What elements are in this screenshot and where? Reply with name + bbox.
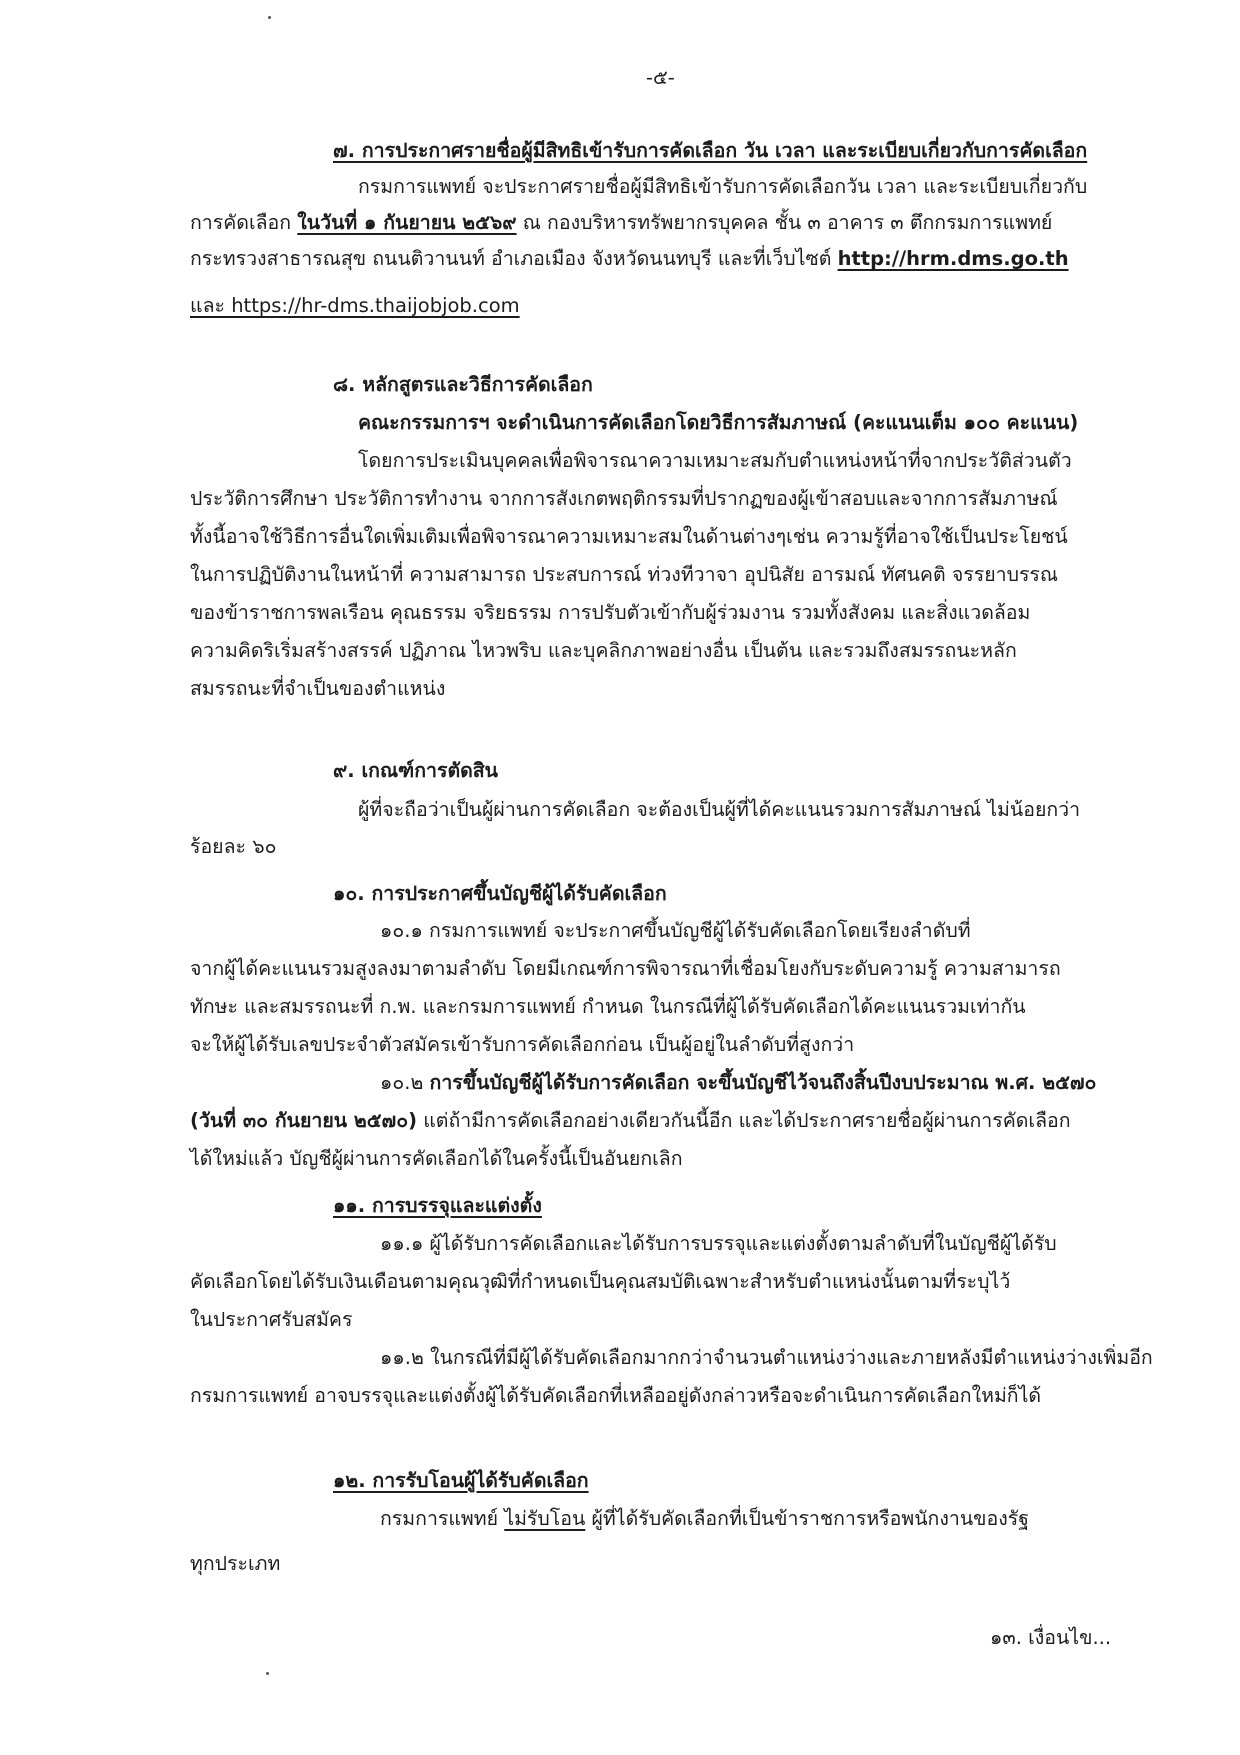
section-11-line: ๑๑.๑ ผู้ได้รับการคัดเลือกและได้รับการบรรจุและแต่งตั้งตามลำดับที่ในบัญชีผู้ได้รับ xyxy=(380,1232,1057,1255)
section-10-heading: ๑๐. การประกาศขึ้นบัญชีผู้ได้รับคัดเลือก xyxy=(333,882,667,905)
text-run: กระทรวงสาธารณสุข ถนนติวานนท์ อำเภอเมือง จังหวัดนนทบุรี และที่เว็บไซต์ xyxy=(190,247,838,270)
text-run: ผู้ที่ได้รับคัดเลือกที่เป็นข้าราชการหรือพนักงานของรัฐ xyxy=(585,1507,1029,1530)
section-10-line: ได้ใหม่แล้ว บัญชีผู้ผ่านการคัดเลือกได้ในครั้งนี้เป็นอันยกเลิก xyxy=(190,1147,683,1170)
section-8-line: ในการปฏิบัติงานในหน้าที่ ความสามารถ ประสบการณ์ ท่วงทีวาจา อุปนิสัย อารมณ์ ทัศนคติ จรรยาบรรณ xyxy=(190,563,1058,586)
section-11-line: ในประกาศรับสมัคร xyxy=(190,1308,353,1331)
section-11-line: คัดเลือกโดยได้รับเงินเดือนตามคุณวุฒิที่กำหนดเป็นคุณสมบัติเฉพาะสำหรับตำแหน่งนั้นตามที่ระบุไว้ xyxy=(190,1270,1011,1293)
section-7-line xyxy=(190,245,1069,273)
section-7-line: กรมการแพทย์ จะประกาศรายชื่อผู้มีสิทธิเข้ารับการคัดเลือกวัน เวลา และระเบียบเกี่ยวกับ xyxy=(358,175,1088,198)
text-run: ณ กองบริหารทรัพยากรบุคคล ชั้น ๓ อาคาร ๓ ตึกกรมการแพทย์ xyxy=(516,211,1053,234)
section-10-line xyxy=(190,1107,1071,1135)
section-10-line: จากผู้ได้คะแนนรวมสูงลงมาตามลำดับ โดยมีเกณฑ์การพิจารณาที่เชื่อมโยงกับระดับความรู้ ความสามารถ xyxy=(190,957,1061,980)
section-7-heading: ๗. การประกาศรายชื่อผู้มีสิทธิเข้ารับการคัดเลือก วัน เวลา และระเบียบเกี่ยวกับการคัดเลือก xyxy=(333,139,1088,162)
section-8-line: ของข้าราชการพลเรือน คุณธรรม จริยธรรม การปรับตัวเข้ากับผู้ร่วมงาน รวมทั้งสังคม และสิ่งแวดล้อม xyxy=(190,601,1031,624)
bold-run: การขึ้นบัญชีผู้ได้รับการคัดเลือก จะขึ้นบัญชีไว้จนถึงสิ้นปีงบประมาณ พ.ศ. ๒๕๗๐ xyxy=(429,1071,1097,1094)
section-10-line: ๑๐.๑ กรมการแพทย์ จะประกาศขึ้นบัญชีผู้ได้รับคัดเลือกโดยเรียงลำดับที่ xyxy=(380,919,971,942)
section-8-line: โดยการประเมินบุคคลเพื่อพิจารณาความเหมาะสมกับตำแหน่งหน้าที่จากประวัติส่วนตัว xyxy=(358,449,1072,472)
section-7-line xyxy=(190,209,1052,237)
section-8-line: สมรรถนะที่จำเป็นของตำแหน่ง xyxy=(190,677,446,700)
section-8-line: คณะกรรมการฯ จะดำเนินการคัดเลือกโดยวิธีการสัมภาษณ์ (คะแนนเต็ม ๑๐๐ คะแนน) xyxy=(358,411,1079,434)
section-9-line: ผู้ที่จะถือว่าเป็นผู้ผ่านการคัดเลือก จะต้องเป็นผู้ที่ได้คะแนนรวมการสัมภาษณ์ ไม่น้อยกว่า xyxy=(358,798,1081,821)
section-10-line: จะให้ผู้ได้รับเลขประจำตัวสมัครเข้ารับการคัดเลือกก่อน เป็นผู้อยู่ในลำดับที่สูงกว่า xyxy=(190,1033,855,1056)
text-run: แต่ถ้ามีการคัดเลือกอย่างเดียวกันนี้อีก และได้ประกาศรายชื่อผู้ผ่านการคัดเลือก xyxy=(417,1109,1071,1132)
page-number: -๕- xyxy=(646,66,675,89)
section-8-line: ความคิดริเริ่มสร้างสรรค์ ปฏิภาณ ไหวพริบ และบุคลิกภาพอย่างอื่น เป็นต้น และรวมถึงสมรรถนะหลัก xyxy=(190,639,1017,662)
section-11-line: ๑๑.๒ ในกรณีที่มีผู้ได้รับคัดเลือกมากกว่าจำนวนตำแหน่งว่างและภายหลังมีตำแหน่งว่างเพิ่มอีก xyxy=(380,1346,1153,1369)
text-run: ๑๐.๒ xyxy=(380,1071,430,1094)
section-11-line: กรมการแพทย์ อาจบรรจุและแต่งตั้งผู้ได้รับคัดเลือกที่เหลืออยู่ดังกล่าวหรือจะดำเนินการคัดเลือกใหม่ก็ได้ xyxy=(190,1384,1042,1407)
continuation-marker: ๑๓. เงื่อนไข... xyxy=(990,1626,1112,1649)
section-9-line: ร้อยละ ๖๐ xyxy=(190,835,277,858)
section-8-line: ประวัติการศึกษา ประวัติการทำงาน จากการสังเกตพฤติกรรมที่ปรากฏของผู้เข้าสอบและจากการสัมภาษณ์ xyxy=(190,487,1058,510)
section-12-line: ทุกประเภท xyxy=(190,1552,281,1575)
scan-speck xyxy=(268,16,271,19)
section-12-heading: ๑๒. การรับโอนผู้ได้รับคัดเลือก xyxy=(333,1469,589,1492)
scan-speck xyxy=(266,1672,269,1675)
section-10-line: ทักษะ และสมรรถนะที่ ก.พ. และกรมการแพทย์ กำหนด ในกรณีที่ผู้ได้รับคัดเลือกได้คะแนนรวมเท่ากัน xyxy=(190,995,1026,1018)
underlined-run: ไม่รับโอน xyxy=(504,1507,586,1530)
date-emphasis: ในวันที่ ๑ กันยายน ๒๕๖๙ xyxy=(297,211,517,234)
section-8-line: ทั้งนี้อาจใช้วิธีการอื่นใดเพิ่มเติมเพื่อพิจารณาความเหมาะสมในด้านต่างๆเช่น ความรู้ที่อาจใช้เป็นประโยชน์ xyxy=(190,525,1068,548)
website-link-2[interactable]: และ https://hr-dms.thaijobjob.com xyxy=(190,294,520,317)
section-9-heading: ๙. เกณฑ์การตัดสิน xyxy=(333,759,499,782)
section-10-line xyxy=(380,1069,1096,1097)
text-run: การคัดเลือก xyxy=(190,211,298,234)
section-11-heading: ๑๑. การบรรจุและแต่งตั้ง xyxy=(333,1194,542,1217)
section-8-heading: ๘. หลักสูตรและวิธีการคัดเลือก xyxy=(333,373,593,396)
text-run: กรมการแพทย์ xyxy=(380,1507,505,1530)
section-12-line xyxy=(380,1505,1029,1533)
bold-run: (วันที่ ๓๐ กันยายน ๒๕๗๐) xyxy=(190,1109,418,1132)
website-link[interactable]: http://hrm.dms.go.th xyxy=(837,247,1069,270)
